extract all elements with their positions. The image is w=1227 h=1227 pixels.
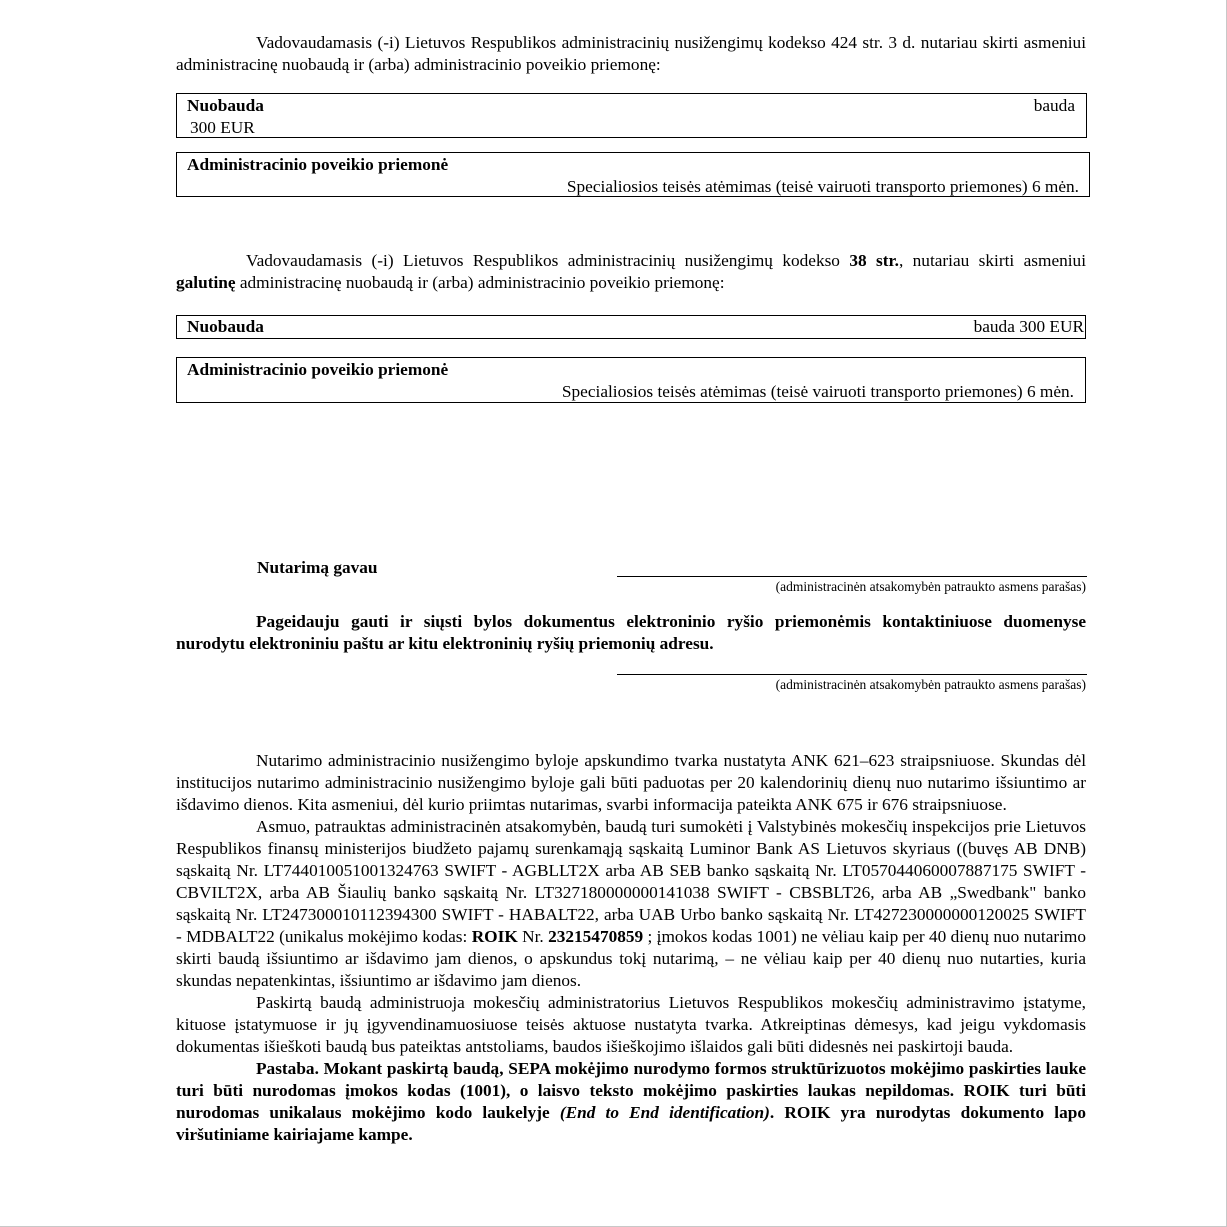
payment-text-b: Nr. — [517, 927, 549, 946]
payment-roik-code: 23215470859 — [548, 927, 644, 946]
section1-intro: Vadovaudamasis (-i) Lietuvos Respublikos administracinių nusižengimų kodekso 424 str. 3 d. nutariau skirti asmeniui administracinę nuobaudą ir (arba) administracinio poveikio priemonę: — [176, 33, 1086, 74]
electronic-signature-line — [617, 674, 1087, 675]
info-payment-paragraph — [176, 816, 1086, 992]
electronic-consent-text: Pageidauju gauti ir siųsti bylos dokumentus elektroninio ryšio priemonėmis kontaktiniuose duomenyse nurodytu elektroniniu paštu ar kitu elektroninių ryšių priemonių adresu. — [176, 612, 1086, 653]
section2-intro-text-a: Vadovaudamasis (-i) Lietuvos Respublikos administracinių nusižengimų kodekso — [246, 251, 850, 270]
note-italic: (End to End identification) — [559, 1103, 770, 1122]
section2-intro-final: galutinę — [176, 273, 236, 292]
section2-penalty-label: Nuobauda — [187, 317, 264, 336]
section2-intro-article: 38 str. — [849, 251, 899, 270]
payment-roik-label: ROIK — [471, 927, 518, 946]
section2-measure-label: Administracinio poveikio priemonė — [187, 360, 449, 379]
info-appeal-paragraph: Nutarimo administracinio nusižengimo byloje apskundimo tvarka nustatyta ANK 621–623 straipsniuose. Skundas dėl institucijos nutarimo administracinio nusižengimo byloje gali būti paduotas per 20 kalendorinių dienų nuo nutarimo išsiuntimo ar išdavimo dienos. Kita asmeniui, dėl kurio priimtas nutarimas, svarbi informacija pateikta ANK 675 ir 676 straipsniuose. — [176, 751, 1086, 814]
section2-intro — [176, 250, 1086, 294]
receipt-signature-caption: (administracinėn atsakomybėn patraukto asmens parašas) — [775, 579, 1086, 594]
section1-penalty-type: bauda — [1033, 96, 1075, 115]
section2-intro-text-c: administracinę nuobaudą ir (arba) administracinio poveikio priemonę: — [235, 273, 725, 292]
info-administration-paragraph: Paskirtą baudą administruoja mokesčių administratorius Lietuvos Respublikos mokesčių administravimo įstatyme, kituose įstatymuose ir jų įgyvendinamuosiuose teisės aktuose nustatyta tvarka. Atkreiptinas dėmesys, kad jeigu vykdomasis dokumentas išieškoti baudą bus pateiktas antstoliams, baudos išieškojimo išlaidos gali būti didesnės nei paskirtoji bauda. — [176, 993, 1086, 1056]
section2-intro-text-b: , nutariau skirti asmeniui — [898, 251, 1086, 270]
info-note-paragraph — [176, 1058, 1086, 1146]
electronic-signature-caption: (administracinėn atsakomybėn patraukto asmens parašas) — [775, 677, 1086, 692]
section2-measure-value: Specialiosios teisės atėmimas (teisė vairuoti transporto priemones) 6 mėn. — [561, 382, 1074, 401]
section1-penalty-amount: 300 EUR — [190, 118, 255, 137]
payment-text-a: Asmuo, patrauktas administracinėn atsakomybėn, baudą turi sumokėti į Valstybinės mokesčių inspekcijos prie Lietuvos Respublikos finansų ministerijos biudžeto pajamų surenkamąją sąskaitą Luminor Bank AS Lietuvos skyriaus ((buvęs AB DNB) sąskaitą Nr. LT744010051001324763 SWIFT - AGBLLT2X arba AB SEB banko sąskaitą Nr. LT057044060007887175 SWIFT - CBVILT2X, arba AB Šiaulių banko sąskaitą Nr. LT327180000000141038 SWIFT - CBSBLT26, arba AB „Swedbank" banko sąskaitą Nr. LT247300010112394300 SWIFT - HABALT22, arba UAB Urbo banko sąskaitą Nr. LT427230000000120025 SWIFT - MDBALT22 (unikalus mokėjimo kodas: — [176, 817, 1086, 946]
info-block — [176, 750, 1086, 1146]
note-text-a: Pastaba. Mokant paskirtą baudą, SEPA mokėjimo nurodymo formos struktūrizuotos mokėjimo paskirties lauke turi būti nurodomas įmokos kodas (1001), o laisvo teksto mokėjimo paskirties laukas nepildomas. ROIK turi būti nurodomas unikalaus mokėjimo kodo laukelyje — [176, 1059, 1086, 1122]
receipt-signature-line — [617, 576, 1087, 577]
section1-penalty-label: Nuobauda — [187, 96, 264, 115]
section2-penalty-box — [176, 315, 1086, 339]
note-text-b: . ROIK yra nurodytas dokumento lapo viršutiniame kairiajame kampe. — [176, 1103, 1086, 1144]
section1-measure-box — [176, 152, 1090, 197]
section1-measure-value: Specialiosios teisės atėmimas (teisė vairuoti transporto priemones) 6 mėn. — [566, 177, 1079, 196]
payment-text-c: ; įmokos kodas 1001) ne vėliau kaip per 40 dienų nuo nutarimo skirti baudą išsiuntimo ar išdavimo jam dienos, o apskundus tokį nutarimą, – ne vėliau kaip per 40 dienų nuo nutarties, kuria skundas nepatenkintas, išsiuntimo ar išdavimo jam dienos. — [176, 927, 1087, 990]
section2-measure-box — [176, 357, 1086, 403]
section1-measure-label: Administracinio poveikio priemonė — [187, 155, 449, 174]
receipt-label: Nutarimą gavau — [257, 558, 378, 577]
section1-penalty-box — [176, 93, 1087, 138]
section2-penalty-value: bauda 300 EUR — [973, 317, 1084, 336]
